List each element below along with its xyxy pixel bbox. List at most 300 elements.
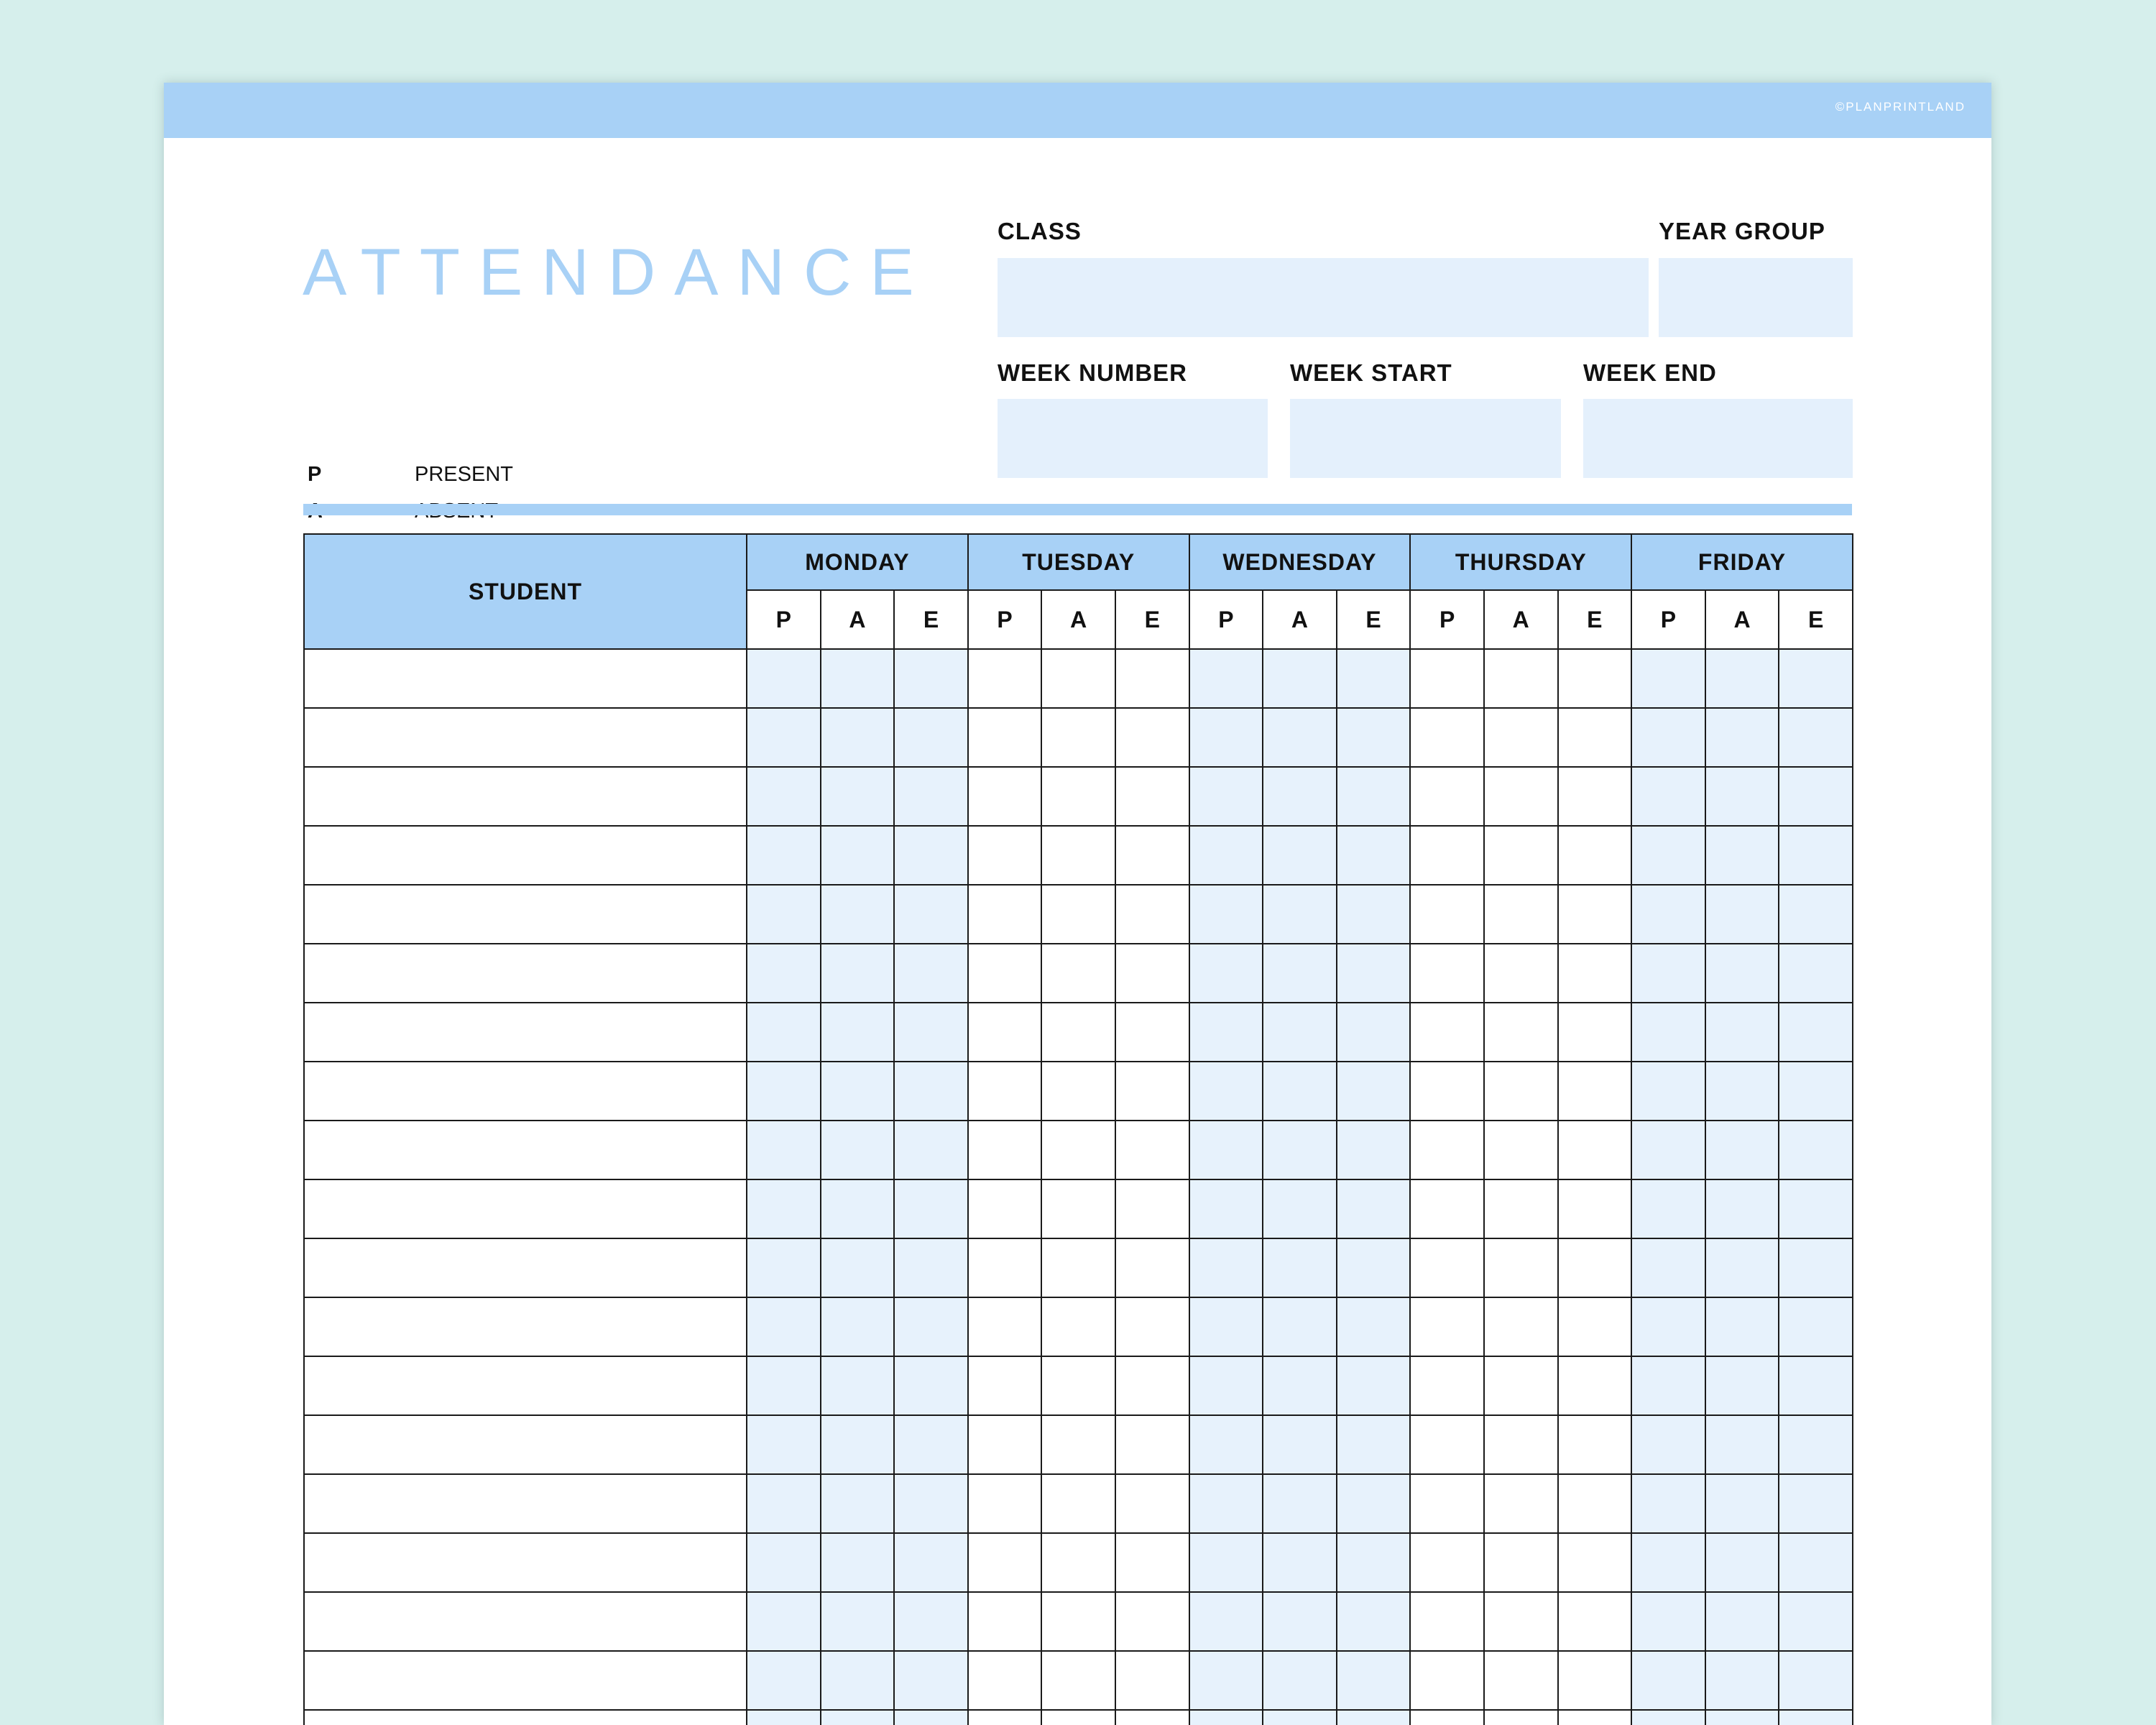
attendance-cell-monday-p[interactable] [747, 1297, 821, 1356]
attendance-cell-thursday-p[interactable] [1410, 1121, 1484, 1179]
attendance-cell-wednesday-a[interactable] [1263, 944, 1337, 1003]
attendance-cell-monday-p[interactable] [747, 708, 821, 767]
attendance-cell-wednesday-p[interactable] [1189, 1415, 1263, 1474]
attendance-cell-thursday-p[interactable] [1410, 649, 1484, 708]
attendance-cell-monday-a[interactable] [821, 649, 895, 708]
attendance-cell-wednesday-p[interactable] [1189, 1062, 1263, 1121]
attendance-cell-wednesday-e[interactable] [1337, 1179, 1411, 1238]
attendance-cell-friday-e[interactable] [1779, 1474, 1853, 1533]
student-name-cell[interactable] [304, 649, 747, 708]
attendance-cell-monday-a[interactable] [821, 1179, 895, 1238]
attendance-cell-wednesday-p[interactable] [1189, 1533, 1263, 1592]
attendance-cell-friday-p[interactable] [1631, 1710, 1705, 1725]
attendance-cell-monday-a[interactable] [821, 1651, 895, 1710]
attendance-cell-monday-p[interactable] [747, 1121, 821, 1179]
attendance-cell-wednesday-e[interactable] [1337, 1651, 1411, 1710]
attendance-cell-tuesday-e[interactable] [1115, 1062, 1189, 1121]
year-group-field[interactable] [1659, 258, 1853, 337]
attendance-cell-wednesday-p[interactable] [1189, 826, 1263, 885]
attendance-cell-wednesday-e[interactable] [1337, 1062, 1411, 1121]
attendance-cell-friday-e[interactable] [1779, 708, 1853, 767]
attendance-cell-tuesday-p[interactable] [968, 1356, 1042, 1415]
attendance-cell-friday-p[interactable] [1631, 649, 1705, 708]
attendance-cell-friday-a[interactable] [1705, 649, 1779, 708]
attendance-cell-wednesday-e[interactable] [1337, 1297, 1411, 1356]
attendance-cell-friday-a[interactable] [1705, 767, 1779, 826]
attendance-cell-monday-e[interactable] [894, 1121, 968, 1179]
student-name-cell[interactable] [304, 1592, 747, 1651]
student-name-cell[interactable] [304, 767, 747, 826]
attendance-cell-monday-a[interactable] [821, 1121, 895, 1179]
attendance-cell-thursday-e[interactable] [1558, 649, 1632, 708]
attendance-cell-friday-a[interactable] [1705, 708, 1779, 767]
attendance-cell-tuesday-e[interactable] [1115, 1179, 1189, 1238]
attendance-cell-wednesday-p[interactable] [1189, 1003, 1263, 1062]
attendance-cell-friday-a[interactable] [1705, 1062, 1779, 1121]
attendance-cell-tuesday-e[interactable] [1115, 885, 1189, 944]
student-name-cell[interactable] [304, 885, 747, 944]
attendance-cell-friday-e[interactable] [1779, 1297, 1853, 1356]
attendance-cell-wednesday-a[interactable] [1263, 1062, 1337, 1121]
attendance-cell-wednesday-p[interactable] [1189, 944, 1263, 1003]
attendance-cell-friday-p[interactable] [1631, 1474, 1705, 1533]
attendance-cell-wednesday-a[interactable] [1263, 1356, 1337, 1415]
attendance-cell-monday-e[interactable] [894, 1533, 968, 1592]
attendance-cell-monday-e[interactable] [894, 1356, 968, 1415]
attendance-cell-monday-a[interactable] [821, 767, 895, 826]
attendance-cell-tuesday-e[interactable] [1115, 1533, 1189, 1592]
attendance-cell-thursday-a[interactable] [1484, 826, 1558, 885]
attendance-cell-wednesday-a[interactable] [1263, 708, 1337, 767]
student-name-cell[interactable] [304, 1710, 747, 1725]
attendance-cell-wednesday-a[interactable] [1263, 826, 1337, 885]
attendance-cell-friday-e[interactable] [1779, 1003, 1853, 1062]
attendance-cell-wednesday-p[interactable] [1189, 1592, 1263, 1651]
attendance-cell-monday-p[interactable] [747, 826, 821, 885]
attendance-cell-thursday-a[interactable] [1484, 1003, 1558, 1062]
attendance-cell-tuesday-a[interactable] [1041, 767, 1115, 826]
attendance-cell-tuesday-e[interactable] [1115, 826, 1189, 885]
attendance-cell-thursday-p[interactable] [1410, 1238, 1484, 1297]
attendance-cell-friday-p[interactable] [1631, 1121, 1705, 1179]
attendance-cell-thursday-e[interactable] [1558, 1238, 1632, 1297]
attendance-cell-tuesday-a[interactable] [1041, 1179, 1115, 1238]
student-name-cell[interactable] [304, 708, 747, 767]
attendance-cell-thursday-e[interactable] [1558, 708, 1632, 767]
attendance-cell-monday-e[interactable] [894, 885, 968, 944]
attendance-cell-friday-a[interactable] [1705, 1533, 1779, 1592]
attendance-cell-thursday-e[interactable] [1558, 1121, 1632, 1179]
attendance-cell-monday-a[interactable] [821, 1533, 895, 1592]
attendance-cell-wednesday-p[interactable] [1189, 1297, 1263, 1356]
attendance-cell-thursday-e[interactable] [1558, 1062, 1632, 1121]
attendance-cell-wednesday-a[interactable] [1263, 1003, 1337, 1062]
attendance-cell-friday-p[interactable] [1631, 1238, 1705, 1297]
attendance-cell-thursday-p[interactable] [1410, 1179, 1484, 1238]
attendance-cell-tuesday-a[interactable] [1041, 1121, 1115, 1179]
attendance-cell-wednesday-a[interactable] [1263, 1297, 1337, 1356]
attendance-cell-thursday-a[interactable] [1484, 767, 1558, 826]
attendance-cell-thursday-p[interactable] [1410, 1474, 1484, 1533]
attendance-cell-monday-a[interactable] [821, 1062, 895, 1121]
student-name-cell[interactable] [304, 826, 747, 885]
attendance-cell-wednesday-a[interactable] [1263, 1533, 1337, 1592]
attendance-cell-thursday-a[interactable] [1484, 1474, 1558, 1533]
attendance-cell-wednesday-e[interactable] [1337, 826, 1411, 885]
attendance-cell-friday-p[interactable] [1631, 944, 1705, 1003]
attendance-cell-friday-e[interactable] [1779, 1356, 1853, 1415]
attendance-cell-friday-e[interactable] [1779, 885, 1853, 944]
week-start-field[interactable] [1290, 399, 1561, 478]
attendance-cell-friday-p[interactable] [1631, 885, 1705, 944]
attendance-cell-friday-e[interactable] [1779, 1592, 1853, 1651]
attendance-cell-tuesday-p[interactable] [968, 885, 1042, 944]
attendance-cell-monday-p[interactable] [747, 1474, 821, 1533]
attendance-cell-monday-e[interactable] [894, 1238, 968, 1297]
attendance-cell-friday-p[interactable] [1631, 1356, 1705, 1415]
attendance-cell-monday-p[interactable] [747, 1356, 821, 1415]
attendance-cell-thursday-p[interactable] [1410, 1415, 1484, 1474]
student-name-cell[interactable] [304, 1062, 747, 1121]
attendance-cell-thursday-a[interactable] [1484, 1297, 1558, 1356]
attendance-cell-friday-p[interactable] [1631, 767, 1705, 826]
attendance-cell-tuesday-p[interactable] [968, 1415, 1042, 1474]
attendance-cell-tuesday-p[interactable] [968, 1297, 1042, 1356]
attendance-cell-monday-p[interactable] [747, 1651, 821, 1710]
attendance-cell-wednesday-a[interactable] [1263, 1651, 1337, 1710]
student-name-cell[interactable] [304, 1356, 747, 1415]
attendance-cell-friday-e[interactable] [1779, 1062, 1853, 1121]
attendance-cell-thursday-p[interactable] [1410, 1297, 1484, 1356]
attendance-cell-monday-a[interactable] [821, 944, 895, 1003]
student-name-cell[interactable] [304, 1651, 747, 1710]
attendance-cell-tuesday-e[interactable] [1115, 1710, 1189, 1725]
attendance-cell-monday-p[interactable] [747, 1003, 821, 1062]
student-name-cell[interactable] [304, 1533, 747, 1592]
attendance-cell-thursday-e[interactable] [1558, 1356, 1632, 1415]
attendance-cell-thursday-a[interactable] [1484, 1062, 1558, 1121]
attendance-cell-monday-e[interactable] [894, 1710, 968, 1725]
attendance-cell-thursday-p[interactable] [1410, 885, 1484, 944]
student-name-cell[interactable] [304, 1238, 747, 1297]
attendance-cell-tuesday-a[interactable] [1041, 885, 1115, 944]
attendance-cell-friday-e[interactable] [1779, 1415, 1853, 1474]
attendance-cell-tuesday-p[interactable] [968, 1121, 1042, 1179]
attendance-cell-wednesday-e[interactable] [1337, 1356, 1411, 1415]
attendance-cell-tuesday-a[interactable] [1041, 1297, 1115, 1356]
attendance-cell-thursday-e[interactable] [1558, 826, 1632, 885]
attendance-cell-tuesday-e[interactable] [1115, 1121, 1189, 1179]
attendance-cell-monday-p[interactable] [747, 885, 821, 944]
attendance-cell-tuesday-p[interactable] [968, 944, 1042, 1003]
attendance-cell-tuesday-a[interactable] [1041, 1003, 1115, 1062]
attendance-cell-tuesday-p[interactable] [968, 1062, 1042, 1121]
attendance-cell-friday-e[interactable] [1779, 1121, 1853, 1179]
attendance-cell-tuesday-a[interactable] [1041, 1533, 1115, 1592]
attendance-cell-tuesday-p[interactable] [968, 1651, 1042, 1710]
attendance-cell-friday-p[interactable] [1631, 1179, 1705, 1238]
attendance-cell-thursday-a[interactable] [1484, 1533, 1558, 1592]
attendance-cell-monday-a[interactable] [821, 1297, 895, 1356]
attendance-cell-thursday-e[interactable] [1558, 1474, 1632, 1533]
attendance-cell-thursday-p[interactable] [1410, 1710, 1484, 1725]
attendance-cell-tuesday-p[interactable] [968, 1533, 1042, 1592]
attendance-cell-wednesday-p[interactable] [1189, 1474, 1263, 1533]
attendance-cell-friday-p[interactable] [1631, 1651, 1705, 1710]
attendance-cell-wednesday-p[interactable] [1189, 1710, 1263, 1725]
attendance-cell-monday-p[interactable] [747, 767, 821, 826]
attendance-cell-thursday-a[interactable] [1484, 1179, 1558, 1238]
attendance-cell-tuesday-p[interactable] [968, 649, 1042, 708]
attendance-cell-monday-e[interactable] [894, 1062, 968, 1121]
attendance-cell-monday-a[interactable] [821, 826, 895, 885]
attendance-cell-monday-p[interactable] [747, 944, 821, 1003]
attendance-cell-tuesday-p[interactable] [968, 708, 1042, 767]
attendance-cell-tuesday-a[interactable] [1041, 944, 1115, 1003]
attendance-cell-monday-e[interactable] [894, 1592, 968, 1651]
attendance-cell-friday-p[interactable] [1631, 1062, 1705, 1121]
attendance-cell-monday-a[interactable] [821, 1415, 895, 1474]
attendance-cell-monday-e[interactable] [894, 1179, 968, 1238]
attendance-cell-tuesday-p[interactable] [968, 1003, 1042, 1062]
attendance-cell-thursday-a[interactable] [1484, 1121, 1558, 1179]
attendance-cell-wednesday-a[interactable] [1263, 767, 1337, 826]
attendance-cell-thursday-e[interactable] [1558, 1592, 1632, 1651]
attendance-cell-thursday-a[interactable] [1484, 1356, 1558, 1415]
attendance-cell-wednesday-a[interactable] [1263, 1710, 1337, 1725]
attendance-cell-friday-e[interactable] [1779, 1533, 1853, 1592]
attendance-cell-monday-e[interactable] [894, 1651, 968, 1710]
attendance-cell-tuesday-a[interactable] [1041, 826, 1115, 885]
attendance-cell-thursday-a[interactable] [1484, 885, 1558, 944]
attendance-cell-wednesday-p[interactable] [1189, 767, 1263, 826]
attendance-cell-friday-a[interactable] [1705, 826, 1779, 885]
attendance-cell-monday-a[interactable] [821, 1356, 895, 1415]
attendance-cell-wednesday-e[interactable] [1337, 885, 1411, 944]
attendance-cell-friday-p[interactable] [1631, 1592, 1705, 1651]
student-name-cell[interactable] [304, 1121, 747, 1179]
attendance-cell-thursday-p[interactable] [1410, 1533, 1484, 1592]
student-name-cell[interactable] [304, 944, 747, 1003]
attendance-cell-thursday-a[interactable] [1484, 1710, 1558, 1725]
attendance-cell-tuesday-e[interactable] [1115, 1003, 1189, 1062]
attendance-cell-tuesday-a[interactable] [1041, 1651, 1115, 1710]
attendance-cell-monday-p[interactable] [747, 1179, 821, 1238]
attendance-cell-wednesday-p[interactable] [1189, 1179, 1263, 1238]
attendance-cell-friday-p[interactable] [1631, 1297, 1705, 1356]
attendance-cell-friday-e[interactable] [1779, 1179, 1853, 1238]
attendance-cell-friday-e[interactable] [1779, 1651, 1853, 1710]
attendance-cell-tuesday-p[interactable] [968, 1592, 1042, 1651]
attendance-cell-tuesday-p[interactable] [968, 1474, 1042, 1533]
attendance-cell-thursday-e[interactable] [1558, 885, 1632, 944]
attendance-cell-thursday-p[interactable] [1410, 1003, 1484, 1062]
attendance-cell-thursday-p[interactable] [1410, 1356, 1484, 1415]
attendance-cell-friday-e[interactable] [1779, 649, 1853, 708]
attendance-cell-wednesday-e[interactable] [1337, 1121, 1411, 1179]
attendance-cell-tuesday-a[interactable] [1041, 1592, 1115, 1651]
attendance-cell-wednesday-e[interactable] [1337, 1003, 1411, 1062]
attendance-cell-wednesday-a[interactable] [1263, 1592, 1337, 1651]
attendance-cell-wednesday-e[interactable] [1337, 708, 1411, 767]
attendance-cell-thursday-e[interactable] [1558, 1710, 1632, 1725]
attendance-cell-friday-a[interactable] [1705, 885, 1779, 944]
attendance-cell-tuesday-e[interactable] [1115, 1356, 1189, 1415]
attendance-cell-friday-p[interactable] [1631, 1415, 1705, 1474]
attendance-cell-monday-p[interactable] [747, 1238, 821, 1297]
attendance-cell-wednesday-a[interactable] [1263, 1415, 1337, 1474]
attendance-cell-wednesday-a[interactable] [1263, 885, 1337, 944]
attendance-cell-friday-p[interactable] [1631, 708, 1705, 767]
attendance-cell-thursday-p[interactable] [1410, 1592, 1484, 1651]
student-name-cell[interactable] [304, 1179, 747, 1238]
attendance-cell-tuesday-a[interactable] [1041, 1474, 1115, 1533]
attendance-cell-wednesday-a[interactable] [1263, 649, 1337, 708]
class-field[interactable] [998, 258, 1649, 337]
attendance-cell-friday-p[interactable] [1631, 1003, 1705, 1062]
attendance-cell-wednesday-p[interactable] [1189, 1238, 1263, 1297]
attendance-cell-tuesday-a[interactable] [1041, 1710, 1115, 1725]
attendance-cell-monday-e[interactable] [894, 944, 968, 1003]
attendance-cell-wednesday-e[interactable] [1337, 1592, 1411, 1651]
attendance-cell-monday-a[interactable] [821, 708, 895, 767]
attendance-cell-thursday-a[interactable] [1484, 1238, 1558, 1297]
attendance-cell-monday-a[interactable] [821, 1592, 895, 1651]
attendance-cell-monday-e[interactable] [894, 649, 968, 708]
attendance-cell-tuesday-p[interactable] [968, 826, 1042, 885]
attendance-cell-monday-p[interactable] [747, 1062, 821, 1121]
week-end-field[interactable] [1583, 399, 1853, 478]
attendance-cell-friday-e[interactable] [1779, 944, 1853, 1003]
attendance-cell-wednesday-e[interactable] [1337, 1533, 1411, 1592]
attendance-cell-wednesday-p[interactable] [1189, 1121, 1263, 1179]
attendance-cell-thursday-e[interactable] [1558, 1297, 1632, 1356]
attendance-cell-tuesday-a[interactable] [1041, 1356, 1115, 1415]
attendance-cell-thursday-e[interactable] [1558, 1179, 1632, 1238]
attendance-cell-friday-e[interactable] [1779, 1238, 1853, 1297]
student-name-cell[interactable] [304, 1003, 747, 1062]
attendance-cell-friday-e[interactable] [1779, 767, 1853, 826]
attendance-cell-tuesday-e[interactable] [1115, 649, 1189, 708]
attendance-cell-thursday-a[interactable] [1484, 708, 1558, 767]
week-number-field[interactable] [998, 399, 1268, 478]
attendance-cell-monday-p[interactable] [747, 1415, 821, 1474]
attendance-cell-wednesday-p[interactable] [1189, 885, 1263, 944]
attendance-cell-wednesday-p[interactable] [1189, 1356, 1263, 1415]
attendance-cell-wednesday-a[interactable] [1263, 1474, 1337, 1533]
attendance-cell-tuesday-e[interactable] [1115, 1474, 1189, 1533]
attendance-cell-tuesday-a[interactable] [1041, 1415, 1115, 1474]
attendance-cell-monday-e[interactable] [894, 826, 968, 885]
attendance-cell-wednesday-p[interactable] [1189, 1651, 1263, 1710]
attendance-cell-thursday-e[interactable] [1558, 767, 1632, 826]
attendance-cell-wednesday-e[interactable] [1337, 1238, 1411, 1297]
attendance-cell-wednesday-p[interactable] [1189, 708, 1263, 767]
attendance-cell-tuesday-a[interactable] [1041, 649, 1115, 708]
attendance-cell-thursday-p[interactable] [1410, 826, 1484, 885]
attendance-cell-friday-a[interactable] [1705, 1474, 1779, 1533]
attendance-cell-monday-e[interactable] [894, 1003, 968, 1062]
attendance-cell-wednesday-e[interactable] [1337, 1474, 1411, 1533]
attendance-cell-friday-a[interactable] [1705, 1238, 1779, 1297]
attendance-cell-wednesday-p[interactable] [1189, 649, 1263, 708]
attendance-cell-friday-a[interactable] [1705, 1415, 1779, 1474]
attendance-cell-thursday-a[interactable] [1484, 649, 1558, 708]
attendance-cell-tuesday-e[interactable] [1115, 1592, 1189, 1651]
attendance-cell-tuesday-p[interactable] [968, 1238, 1042, 1297]
attendance-cell-monday-p[interactable] [747, 649, 821, 708]
attendance-cell-tuesday-e[interactable] [1115, 1238, 1189, 1297]
attendance-cell-wednesday-a[interactable] [1263, 1179, 1337, 1238]
attendance-cell-thursday-e[interactable] [1558, 944, 1632, 1003]
attendance-cell-tuesday-p[interactable] [968, 1710, 1042, 1725]
attendance-cell-thursday-e[interactable] [1558, 1415, 1632, 1474]
attendance-cell-tuesday-p[interactable] [968, 767, 1042, 826]
attendance-cell-thursday-e[interactable] [1558, 1533, 1632, 1592]
attendance-cell-monday-e[interactable] [894, 767, 968, 826]
attendance-cell-friday-a[interactable] [1705, 944, 1779, 1003]
attendance-cell-friday-a[interactable] [1705, 1003, 1779, 1062]
attendance-cell-friday-e[interactable] [1779, 1710, 1853, 1725]
attendance-cell-tuesday-p[interactable] [968, 1179, 1042, 1238]
attendance-cell-tuesday-e[interactable] [1115, 708, 1189, 767]
attendance-cell-friday-e[interactable] [1779, 826, 1853, 885]
attendance-cell-friday-p[interactable] [1631, 826, 1705, 885]
attendance-cell-thursday-a[interactable] [1484, 1592, 1558, 1651]
attendance-cell-tuesday-e[interactable] [1115, 1651, 1189, 1710]
attendance-cell-wednesday-a[interactable] [1263, 1238, 1337, 1297]
attendance-cell-tuesday-e[interactable] [1115, 767, 1189, 826]
attendance-cell-wednesday-e[interactable] [1337, 1710, 1411, 1725]
attendance-cell-monday-e[interactable] [894, 708, 968, 767]
attendance-cell-friday-a[interactable] [1705, 1592, 1779, 1651]
attendance-cell-friday-a[interactable] [1705, 1179, 1779, 1238]
attendance-cell-thursday-e[interactable] [1558, 1651, 1632, 1710]
student-name-cell[interactable] [304, 1474, 747, 1533]
attendance-cell-tuesday-a[interactable] [1041, 708, 1115, 767]
attendance-cell-monday-a[interactable] [821, 1003, 895, 1062]
attendance-cell-wednesday-e[interactable] [1337, 1415, 1411, 1474]
attendance-cell-thursday-p[interactable] [1410, 708, 1484, 767]
attendance-cell-monday-p[interactable] [747, 1533, 821, 1592]
attendance-cell-wednesday-a[interactable] [1263, 1121, 1337, 1179]
attendance-cell-monday-e[interactable] [894, 1415, 968, 1474]
student-name-cell[interactable] [304, 1297, 747, 1356]
attendance-cell-friday-a[interactable] [1705, 1710, 1779, 1725]
attendance-cell-thursday-p[interactable] [1410, 944, 1484, 1003]
attendance-cell-monday-p[interactable] [747, 1592, 821, 1651]
attendance-cell-wednesday-e[interactable] [1337, 649, 1411, 708]
attendance-cell-friday-p[interactable] [1631, 1533, 1705, 1592]
attendance-cell-monday-e[interactable] [894, 1474, 968, 1533]
attendance-cell-friday-a[interactable] [1705, 1121, 1779, 1179]
attendance-cell-thursday-p[interactable] [1410, 1651, 1484, 1710]
student-name-cell[interactable] [304, 1415, 747, 1474]
attendance-cell-monday-a[interactable] [821, 885, 895, 944]
attendance-cell-thursday-a[interactable] [1484, 944, 1558, 1003]
attendance-cell-thursday-a[interactable] [1484, 1415, 1558, 1474]
attendance-cell-thursday-e[interactable] [1558, 1003, 1632, 1062]
attendance-cell-tuesday-a[interactable] [1041, 1238, 1115, 1297]
attendance-cell-monday-a[interactable] [821, 1474, 895, 1533]
attendance-cell-friday-a[interactable] [1705, 1297, 1779, 1356]
attendance-cell-monday-e[interactable] [894, 1297, 968, 1356]
attendance-cell-wednesday-e[interactable] [1337, 767, 1411, 826]
attendance-cell-monday-a[interactable] [821, 1238, 895, 1297]
attendance-cell-tuesday-e[interactable] [1115, 944, 1189, 1003]
attendance-cell-thursday-a[interactable] [1484, 1651, 1558, 1710]
attendance-cell-thursday-p[interactable] [1410, 1062, 1484, 1121]
